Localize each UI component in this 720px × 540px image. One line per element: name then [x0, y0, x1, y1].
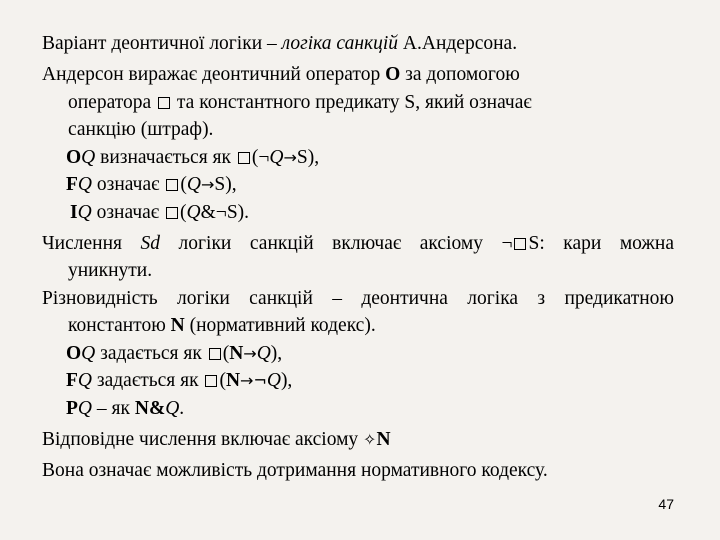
necessity-box-icon — [166, 179, 178, 191]
variable-q: Q — [81, 147, 96, 168]
text: &¬ — [200, 202, 227, 223]
formula-line-o2 — [66, 341, 674, 367]
necessity-box-icon — [205, 375, 217, 387]
constant-n: N — [225, 370, 241, 391]
operator-f: F — [66, 370, 78, 391]
necessity-box-icon — [158, 97, 170, 109]
page-number: 47 — [658, 496, 674, 512]
text: означає — [91, 202, 165, 223]
variable-q: Q — [266, 370, 281, 391]
variable-q: Q — [77, 370, 93, 391]
text-line-2 — [42, 62, 674, 88]
text: ( — [180, 174, 187, 195]
text: . — [179, 398, 185, 419]
text: S: кари можна — [528, 233, 674, 254]
arrow-icon: → — [200, 175, 215, 194]
italic-term: логіка санкцій — [281, 33, 399, 54]
text: оператора — [68, 92, 157, 113]
text: константою — [68, 315, 171, 336]
constant-n: N — [229, 343, 244, 364]
arrow-icon: → — [283, 148, 297, 167]
variable-q: Q — [77, 398, 93, 419]
necessity-box-icon — [238, 152, 250, 164]
text: означає — [92, 174, 165, 195]
variable-q: Q — [77, 174, 93, 195]
text: ), — [270, 343, 283, 364]
constant-n: N — [170, 315, 185, 336]
formula-line-f2 — [66, 368, 674, 394]
text: (¬ — [251, 147, 270, 168]
variable-q: Q — [186, 202, 201, 223]
variable-q: Q — [165, 398, 180, 419]
text: санкцію (штраф). — [68, 119, 214, 140]
variable-q: Q — [77, 202, 92, 223]
text: Варіант деонтичної логіки – — [42, 33, 282, 54]
text: логіки санкцій включає аксіому ¬ — [160, 233, 513, 254]
text-line-8 — [42, 231, 674, 257]
operator-p: P — [66, 398, 78, 419]
text-line-15 — [42, 427, 674, 453]
arrow-icon: →¬ — [240, 371, 267, 390]
operator-o: O — [385, 64, 401, 85]
text-line-1 — [42, 31, 674, 57]
variable-q: Q — [269, 147, 284, 168]
text: за допомогою — [400, 64, 520, 85]
text: задається як — [95, 343, 207, 364]
text: S), — [296, 147, 320, 168]
text: (нормативний кодекс). — [184, 315, 376, 336]
necessity-box-icon — [514, 238, 526, 250]
formula-line-o — [66, 145, 674, 171]
text: ( — [219, 370, 226, 391]
text: задається як — [92, 370, 204, 391]
text: – як — [92, 398, 135, 419]
text: та константного предикату S, який означає — [172, 92, 532, 113]
text: Андерсон виражає деонтичний оператор — [42, 64, 386, 85]
operator-i: I — [70, 202, 78, 223]
variable-q: Q — [256, 343, 271, 364]
text-line-4 — [68, 117, 674, 143]
text-line-10 — [42, 286, 674, 312]
operator-f: F — [66, 174, 78, 195]
text: Відповідне числення включає аксіому — [42, 429, 364, 450]
formula-line-f — [66, 172, 674, 198]
constant-n: N — [376, 429, 391, 450]
formula-line-p — [66, 396, 674, 422]
operator-o: O — [66, 343, 82, 364]
text: Вона означає можливість дотримання нормативного кодексу. — [42, 460, 548, 481]
necessity-box-icon — [209, 348, 221, 360]
formula-line-i — [70, 200, 674, 226]
text-line-11 — [68, 313, 674, 339]
text: уникнути. — [68, 260, 153, 281]
text: Числення — [42, 233, 141, 254]
text: ( — [222, 343, 230, 364]
arrow-icon: → — [243, 344, 257, 363]
constant-n: N — [134, 398, 149, 419]
italic-term: Sd — [140, 233, 161, 254]
text: ), — [280, 370, 293, 391]
text: ( — [180, 202, 187, 223]
variable-q: Q — [186, 174, 201, 195]
necessity-box-icon — [166, 207, 178, 219]
operator-o: O — [66, 147, 82, 168]
text: & — [148, 398, 166, 419]
text: А.Андерсона. — [398, 33, 518, 54]
text: визначається як — [95, 147, 236, 168]
text: S), — [214, 174, 237, 195]
text-line-16 — [42, 458, 674, 484]
possibility-diamond-icon: ✧ — [363, 430, 377, 449]
text: Різновидність логіки санкцій – деонтична логіка з предикатною — [42, 288, 674, 309]
text-line-3 — [68, 90, 674, 116]
text-line-9 — [68, 258, 674, 284]
text: S). — [226, 202, 250, 223]
variable-q: Q — [81, 343, 96, 364]
